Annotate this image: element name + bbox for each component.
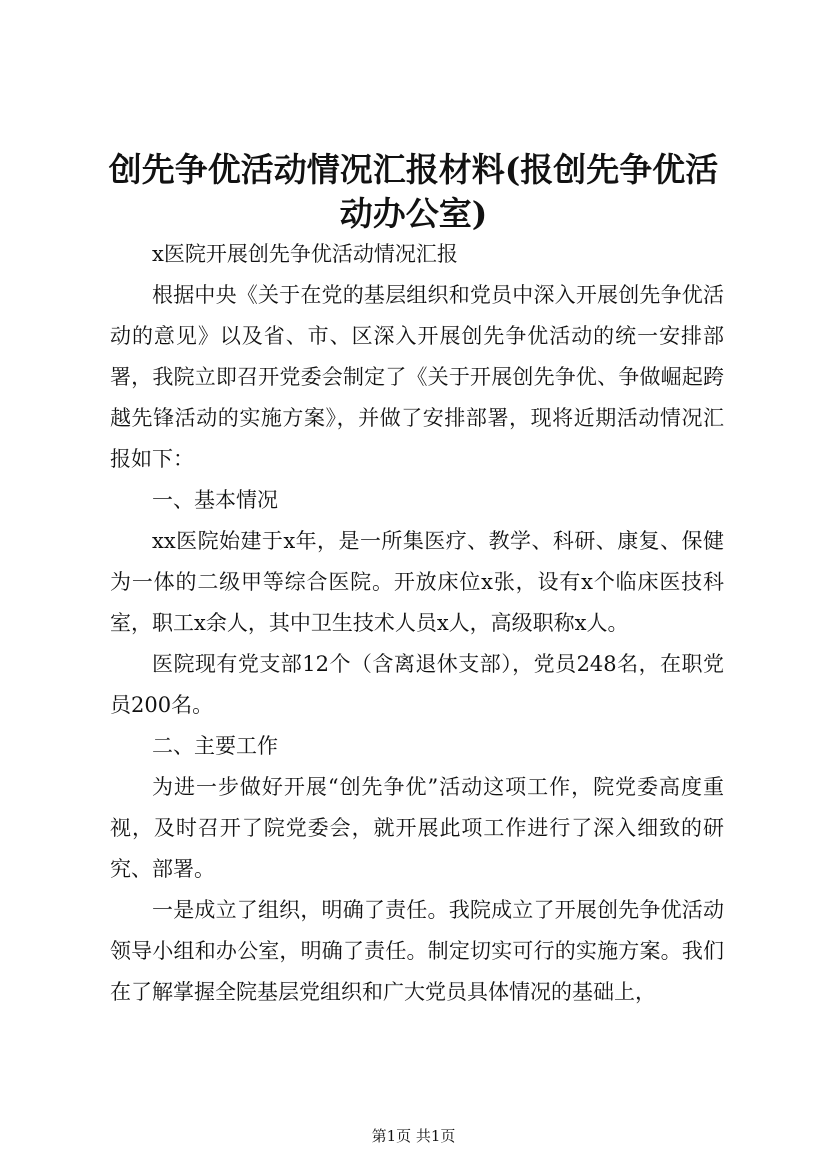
intro-paragraph: 根据中央《关于在党的基层组织和党员中深入开展创先争优活动的意见》以及省、市、区深入开展创先争优活动的统一安排部署，我院立即召开党委会制定了《关于开展创先争优、争做崛起跨越先锋活动的实施方案》，并做了安排部署，现将近期活动情况汇报如下： [110, 283, 724, 471]
hospital-report-heading: x医院开展创先争优活动情况汇报 [152, 242, 458, 266]
document-title: 创先争优活动情况汇报材料(报创先争优活动办公室) [108, 150, 719, 233]
organization-responsibility-paragraph: 一是成立了组织，明确了责任。我院成立了开展创先争优活动领导小组和办公室，明确了责任。制定切实可行的实施方案。我们在了解掌握全院基层党组织和广大党员具体情况的基础上， [110, 898, 724, 1004]
section-heading-main-work: 二、主要工作 [152, 734, 278, 758]
party-branch-paragraph: 医院现有党支部12个（含离退休支部），党员248名，在职党员200名。 [110, 652, 724, 717]
hospital-overview-paragraph: xx医院始建于x年，是一所集医疗、教学、科研、康复、保健为一体的二级甲等综合医院。开放床位x张，设有x个临床医技科室，职工x余人，其中卫生技术人员x人，高级职称x人。 [110, 529, 724, 635]
page-footer: 第1页 共1页 [371, 1127, 456, 1145]
work-overview-paragraph: 为进一步做好开展“创先争优”活动这项工作，院党委高度重视，及时召开了院党委会，就开展此项工作进行了深入细致的研究、部署。 [110, 775, 724, 881]
document-body [110, 234, 724, 1013]
section-heading-basic-situation: 一、基本情况 [152, 488, 278, 512]
